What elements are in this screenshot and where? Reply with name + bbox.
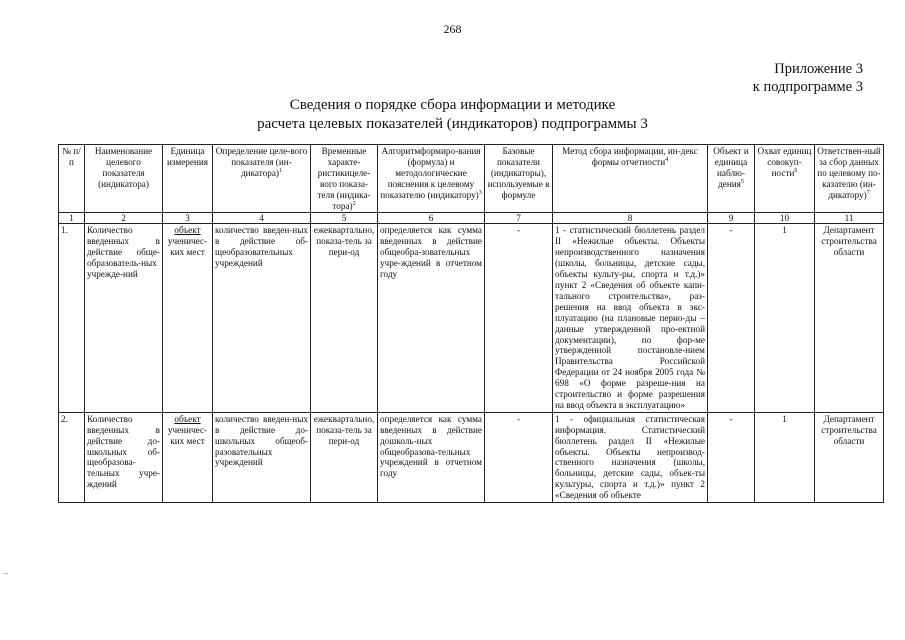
col-number: 4 <box>213 213 311 224</box>
header-algorithm: Алгоритмформиро-вания (формула) и методологические пояснения к целевому показателю (индикатору)$^3$ <box>378 145 485 213</box>
margin-mark: – <box>4 568 8 577</box>
row-method: 1 - официальная статистическая информация. Статистический бюллетень раздел II «Нежилые объекты. Объекты непроизвод-ственного назначения (школы, больницы, детские сады, объек-ты культуры, спорта и т.д.)» пункт 2 «Сведения об объекте <box>553 412 708 502</box>
header-row <box>59 145 884 213</box>
row-name: Количество введенных в действие до-школьных об-щеобразова-тельных учре-ждений <box>85 412 163 502</box>
row-algorithm: определяется как сумма введенных в действие дошколь-ных общеобразова-тельных учреждений в отчетном году <box>378 412 485 502</box>
row-base: - <box>485 412 553 502</box>
row-coverage: 1 <box>755 224 815 412</box>
page-number: 268 <box>443 22 462 36</box>
row-method: 1 - статистический бюллетень раздел II «Нежилые объекты. Объекты непроизводственного назначения (школы, больницы, детские сады, объекты культу-ры, спорта и т.д.)» пункт 2 «Сведения об объекте капи-тального строительства», раз-решения на ввод объекта в экс-плуатацию (на плановые перио-ды – данные утвержденной про-ектной документации), по фор-ме утвержденной постановле-нием Правительства Российской Федерации от 24 ноября 2005 года № 698 «О форме разреше-ния на строительство и форме разрешения на ввод объекта в эксплуатацию» <box>553 224 708 412</box>
appendix-line-2: к подпрограмме 3 <box>752 79 863 95</box>
row-num: 1. <box>59 224 85 412</box>
column-number-row <box>59 213 884 224</box>
row-unit <box>163 412 213 502</box>
row-base: - <box>485 224 553 412</box>
indicators-table <box>58 144 884 503</box>
col-number: 3 <box>163 213 213 224</box>
row-time: ежеквартально, показа-тель за пери-од <box>311 224 378 412</box>
header-num: № п/п <box>59 145 85 213</box>
row-unit-primary: объект <box>174 413 201 424</box>
row-unit-secondary: ученичес-ких мест <box>167 236 208 258</box>
row-time: ежеквартально, показа-тель за пери-од <box>311 412 378 502</box>
row-num: 2. <box>59 412 85 502</box>
header-method: Метод сбора информации, ин-декс формы отчетности$^4$ <box>553 145 708 213</box>
header-unit: Единица измерения <box>163 145 213 213</box>
row-coverage: 1 <box>755 412 815 502</box>
row-name: Количество введенных в действие обще-образователь-ных учрежде-ний <box>85 224 163 412</box>
row-responsible: Департамент строительства области <box>815 412 884 502</box>
header-time: Временные характе-ристикицеле-вого показа-теля (индика-тора)$^2$ <box>311 145 378 213</box>
document-title <box>0 96 905 134</box>
row-algorithm: определяется как сумма введенных в действие общеобра-зовательных учре-ждений в отчетном году <box>378 224 485 412</box>
row-responsible: Департамент строительства области <box>815 224 884 412</box>
col-number: 9 <box>708 213 755 224</box>
table-row <box>59 224 884 412</box>
header-coverage: Охват единиц совокуп-ности$^6$ <box>755 145 815 213</box>
appendix-label <box>753 60 863 96</box>
appendix-line-1: Приложение 3 <box>774 61 863 77</box>
header-definition: Определение целе-вого показателя (ин-дикатора)$^1$ <box>213 145 311 213</box>
col-number: 2 <box>85 213 163 224</box>
col-number: 1 <box>59 213 85 224</box>
row-object: - <box>708 412 755 502</box>
col-number: 8 <box>553 213 708 224</box>
header-name: Наименование целевого показателя (индикатора) <box>85 145 163 213</box>
row-object: - <box>708 224 755 412</box>
row-definition: количество введен-ных в действие до-школьных общеоб-разовательных учреждений <box>213 412 311 502</box>
header-responsible: Ответствен-ный за сбор данных по целевому по-казателю (ин-дикатору)$^7$ <box>815 145 884 213</box>
row-unit <box>163 224 213 412</box>
col-number: 6 <box>378 213 485 224</box>
col-number: 10 <box>755 213 815 224</box>
header-object: Объект и единица наблю-дения$^5$ <box>708 145 755 213</box>
col-number: 5 <box>311 213 378 224</box>
table-row <box>59 412 884 502</box>
header-base: Базовые показатели (индикаторы), используемые в формуле <box>485 145 553 213</box>
col-number: 11 <box>815 213 884 224</box>
col-number: 7 <box>485 213 553 224</box>
row-unit-secondary: ученичес-ких мест <box>167 424 208 446</box>
row-definition: количество введен-ных в действие об-щеобразовательных учреждений <box>213 224 311 412</box>
row-unit-primary: объект <box>174 225 201 236</box>
title-line-1: Сведения о порядке сбора информации и методике <box>289 97 616 113</box>
title-line-2: расчета целевых показателей (индикаторов) подпрограммы 3 <box>257 116 648 132</box>
